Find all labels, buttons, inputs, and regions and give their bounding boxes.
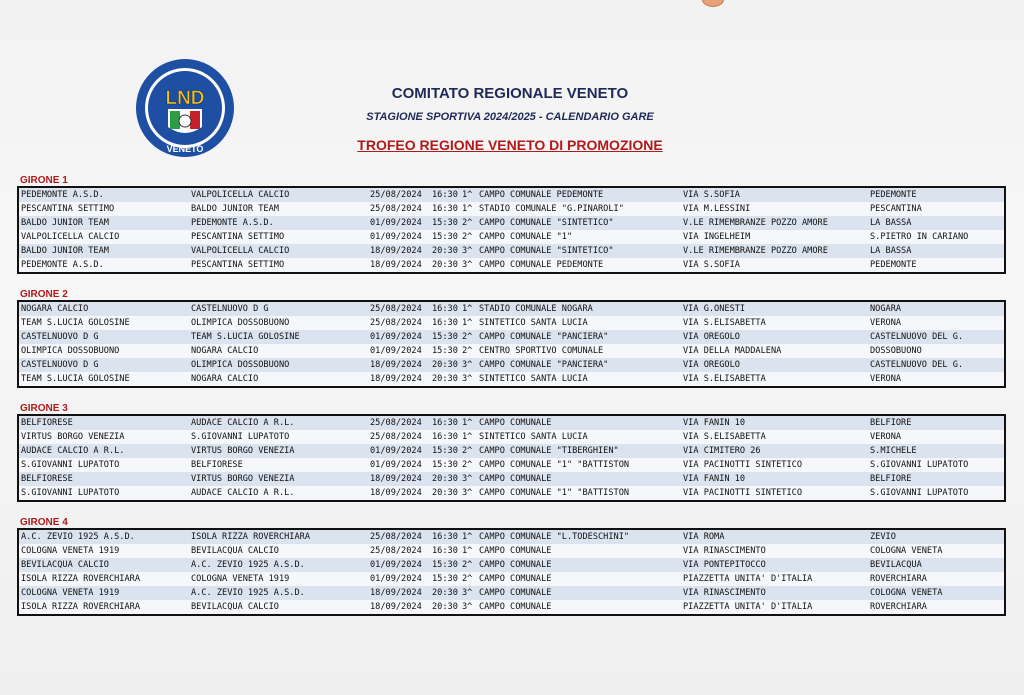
match-date: 18/09/2024 xyxy=(370,374,422,384)
match-time: 16:30 xyxy=(432,204,458,214)
match-date: 01/09/2024 xyxy=(370,446,422,456)
home-team: BALDO JUNIOR TEAM xyxy=(21,246,109,256)
match-row xyxy=(19,258,1004,272)
match-row xyxy=(19,586,1004,600)
match-round: 2^ xyxy=(462,574,473,584)
home-team: TEAM S.LUCIA GOLOSINE xyxy=(21,318,130,328)
address: VIA PACINOTTI SINTETICO xyxy=(683,460,802,470)
venue: CAMPO COMUNALE "PANCIERA" xyxy=(479,332,609,342)
match-round: 2^ xyxy=(462,232,473,242)
address: VIA S.ELISABETTA xyxy=(683,318,766,328)
home-team: S.GIOVANNI LUPATOTO xyxy=(21,460,120,470)
match-round: 1^ xyxy=(462,318,473,328)
venue: CAMPO COMUNALE xyxy=(479,546,552,556)
city: BEVILACQUA xyxy=(870,560,922,570)
away-team: VIRTUS BORGO VENEZIA xyxy=(191,474,295,484)
city: COLOGNA VENETA xyxy=(870,588,943,598)
home-team: COLOGNA VENETA 1919 xyxy=(21,546,120,556)
city: S.PIETRO IN CARIANO xyxy=(870,232,969,242)
city: ROVERCHIARA xyxy=(870,602,927,612)
match-date: 25/08/2024 xyxy=(370,432,422,442)
away-team: AUDACE CALCIO A R.L. xyxy=(191,488,295,498)
away-team: TEAM S.LUCIA GOLOSINE xyxy=(191,332,300,342)
city: VERONA xyxy=(870,374,902,384)
address: VIA OREGOLO xyxy=(683,332,740,342)
match-round: 3^ xyxy=(462,360,473,370)
away-team: NOGARA CALCIO xyxy=(191,346,259,356)
address: VIA RINASCIMENTO xyxy=(683,588,766,598)
match-time: 20:30 xyxy=(432,602,458,612)
away-team: COLOGNA VENETA 1919 xyxy=(191,574,290,584)
address: VIA RINASCIMENTO xyxy=(683,546,766,556)
match-time: 15:30 xyxy=(432,232,458,242)
venue: CAMPO COMUNALE xyxy=(479,574,552,584)
city: ROVERCHIARA xyxy=(870,574,927,584)
home-team: AUDACE CALCIO A R.L. xyxy=(21,446,125,456)
away-team: BEVILACQUA CALCIO xyxy=(191,602,279,612)
venue: CAMPO COMUNALE xyxy=(479,588,552,598)
away-team: BALDO JUNIOR TEAM xyxy=(191,204,279,214)
home-team: BELFIORESE xyxy=(21,418,73,428)
venue: STADIO COMUNALE NOGARA xyxy=(479,304,593,314)
match-date: 01/09/2024 xyxy=(370,560,422,570)
venue: SINTETICO SANTA LUCIA xyxy=(479,374,588,384)
match-round: 1^ xyxy=(462,304,473,314)
match-row xyxy=(19,486,1004,500)
match-row xyxy=(19,316,1004,330)
trophy-title: TROFEO REGIONE VENETO DI PROMOZIONE xyxy=(357,137,663,153)
home-team: OLIMPICA DOSSOBUONO xyxy=(21,346,120,356)
match-row xyxy=(19,202,1004,216)
match-time: 15:30 xyxy=(432,332,458,342)
match-date: 01/09/2024 xyxy=(370,218,422,228)
group-table xyxy=(17,528,1006,616)
match-row xyxy=(19,458,1004,472)
match-round: 1^ xyxy=(462,190,473,200)
match-time: 20:30 xyxy=(432,474,458,484)
match-round: 2^ xyxy=(462,346,473,356)
home-team: ISOLA RIZZA ROVERCHIARA xyxy=(21,574,140,584)
match-date: 25/08/2024 xyxy=(370,532,422,542)
match-round: 3^ xyxy=(462,374,473,384)
city: LA BASSA xyxy=(870,246,912,256)
city: ZEVIO xyxy=(870,532,896,542)
home-team: NOGARA CALCIO xyxy=(21,304,89,314)
city: PEDEMONTE xyxy=(870,260,917,270)
venue: CAMPO COMUNALE "SINTETICO" xyxy=(479,218,614,228)
match-round: 1^ xyxy=(462,546,473,556)
match-row xyxy=(19,330,1004,344)
match-time: 16:30 xyxy=(432,432,458,442)
address: PIAZZETTA UNITA' D'ITALIA xyxy=(683,602,813,612)
venue: CAMPO COMUNALE PEDEMONTE xyxy=(479,190,604,200)
address: V.LE RIMEMBRANZE POZZO AMORE xyxy=(683,246,828,256)
match-time: 15:30 xyxy=(432,446,458,456)
city: VERONA xyxy=(870,432,902,442)
match-round: 3^ xyxy=(462,488,473,498)
season-subtitle: STAGIONE SPORTIVA 2024/2025 - CALENDARIO GARE xyxy=(366,111,654,123)
away-team: ISOLA RIZZA ROVERCHIARA xyxy=(191,532,310,542)
match-time: 15:30 xyxy=(432,574,458,584)
match-time: 20:30 xyxy=(432,360,458,370)
address: VIA ROMA xyxy=(683,532,725,542)
match-time: 20:30 xyxy=(432,588,458,598)
address: VIA INGELHEIM xyxy=(683,232,751,242)
away-team: PESCANTINA SETTIMO xyxy=(191,260,285,270)
match-date: 01/09/2024 xyxy=(370,346,422,356)
match-row xyxy=(19,444,1004,458)
address: VIA FANIN 10 xyxy=(683,418,746,428)
match-row xyxy=(19,530,1004,544)
match-date: 18/09/2024 xyxy=(370,474,422,484)
city: BELFIORE xyxy=(870,418,912,428)
match-date: 25/08/2024 xyxy=(370,546,422,556)
city: PEDEMONTE xyxy=(870,190,917,200)
match-date: 01/09/2024 xyxy=(370,460,422,470)
match-time: 15:30 xyxy=(432,460,458,470)
venue: CAMPO COMUNALE "PANCIERA" xyxy=(479,360,609,370)
venue: CENTRO SPORTIVO COMUNALE xyxy=(479,346,604,356)
address: VIA S.ELISABETTA xyxy=(683,374,766,384)
match-round: 3^ xyxy=(462,246,473,256)
match-time: 20:30 xyxy=(432,246,458,256)
match-row xyxy=(19,600,1004,614)
venue: STADIO COMUNALE "G.PINAROLI" xyxy=(479,204,624,214)
address: VIA DELLA MADDALENA xyxy=(683,346,782,356)
match-round: 3^ xyxy=(462,602,473,612)
match-round: 1^ xyxy=(462,204,473,214)
logo-letters: LND xyxy=(165,88,205,109)
home-team: PEDEMONTE A.S.D. xyxy=(21,190,104,200)
match-date: 25/08/2024 xyxy=(370,190,422,200)
venue: CAMPO COMUNALE "1" xyxy=(479,232,573,242)
venue: CAMPO COMUNALE "TIBERGHIEN" xyxy=(479,446,619,456)
group-table xyxy=(17,186,1006,274)
match-time: 15:30 xyxy=(432,218,458,228)
city: PESCANTINA xyxy=(870,204,922,214)
match-date: 18/09/2024 xyxy=(370,260,422,270)
address: VIA PONTEPITOCCO xyxy=(683,560,766,570)
venue: CAMPO COMUNALE xyxy=(479,418,552,428)
away-team: VIRTUS BORGO VENEZIA xyxy=(191,446,295,456)
match-date: 18/09/2024 xyxy=(370,602,422,612)
city: S.GIOVANNI LUPATOTO xyxy=(870,488,969,498)
match-date: 25/08/2024 xyxy=(370,318,422,328)
match-row xyxy=(19,302,1004,316)
address: VIA FANIN 10 xyxy=(683,474,746,484)
match-time: 20:30 xyxy=(432,488,458,498)
home-team: ISOLA RIZZA ROVERCHIARA xyxy=(21,602,140,612)
group-title: GIRONE 4 xyxy=(20,517,68,528)
venue: CAMPO COMUNALE xyxy=(479,602,552,612)
city: COLOGNA VENETA xyxy=(870,546,943,556)
city: S.MICHELE xyxy=(870,446,917,456)
match-row xyxy=(19,472,1004,486)
city: BELFIORE xyxy=(870,474,912,484)
away-team: A.C. ZEVIO 1925 A.S.D. xyxy=(191,588,305,598)
home-team: VALPOLICELLA CALCIO xyxy=(21,232,120,242)
address: VIA OREGOLO xyxy=(683,360,740,370)
address: VIA G.ONESTI xyxy=(683,304,746,314)
match-row xyxy=(19,230,1004,244)
match-time: 16:30 xyxy=(432,532,458,542)
match-round: 2^ xyxy=(462,332,473,342)
match-round: 3^ xyxy=(462,588,473,598)
match-date: 25/08/2024 xyxy=(370,418,422,428)
venue: CAMPO COMUNALE "L.TODESCHINI" xyxy=(479,532,630,542)
home-team: BALDO JUNIOR TEAM xyxy=(21,218,109,228)
home-team: BEVILACQUA CALCIO xyxy=(21,560,109,570)
match-date: 18/09/2024 xyxy=(370,488,422,498)
city: LA BASSA xyxy=(870,218,912,228)
match-date: 18/09/2024 xyxy=(370,246,422,256)
match-row xyxy=(19,372,1004,386)
match-round: 2^ xyxy=(462,560,473,570)
address: VIA PACINOTTI SINTETICO xyxy=(683,488,802,498)
home-team: BELFIORESE xyxy=(21,474,73,484)
address: V.LE RIMEMBRANZE POZZO AMORE xyxy=(683,218,828,228)
home-team: CASTELNUOVO D G xyxy=(21,332,99,342)
away-team: OLIMPICA DOSSOBUONO xyxy=(191,360,290,370)
home-team: PEDEMONTE A.S.D. xyxy=(21,260,104,270)
home-team: S.GIOVANNI LUPATOTO xyxy=(21,488,120,498)
match-date: 25/08/2024 xyxy=(370,204,422,214)
away-team: VALPOLICELLA CALCIO xyxy=(191,190,290,200)
away-team: NOGARA CALCIO xyxy=(191,374,259,384)
address: VIA S.ELISABETTA xyxy=(683,432,766,442)
venue: CAMPO COMUNALE xyxy=(479,560,552,570)
venue: SINTETICO SANTA LUCIA xyxy=(479,318,588,328)
match-row xyxy=(19,244,1004,258)
venue: CAMPO COMUNALE PEDEMONTE xyxy=(479,260,604,270)
away-team: PEDEMONTE A.S.D. xyxy=(191,218,274,228)
committee-title: COMITATO REGIONALE VENETO xyxy=(391,85,629,102)
match-time: 16:30 xyxy=(432,418,458,428)
home-team: PESCANTINA SETTIMO xyxy=(21,204,115,214)
group-table xyxy=(17,414,1006,502)
home-team: VIRTUS BORGO VENEZIA xyxy=(21,432,125,442)
away-team: PESCANTINA SETTIMO xyxy=(191,232,285,242)
venue: SINTETICO SANTA LUCIA xyxy=(479,432,588,442)
away-team: BEVILACQUA CALCIO xyxy=(191,546,279,556)
logo-region: VENETO xyxy=(166,144,204,154)
group-title: GIRONE 3 xyxy=(20,403,68,414)
address: VIA S.SOFIA xyxy=(683,190,740,200)
home-team: CASTELNUOVO D G xyxy=(21,360,99,370)
match-time: 16:30 xyxy=(432,318,458,328)
away-team: OLIMPICA DOSSOBUONO xyxy=(191,318,290,328)
venue: CAMPO COMUNALE xyxy=(479,474,552,484)
match-row xyxy=(19,430,1004,444)
match-row xyxy=(19,216,1004,230)
home-team: COLOGNA VENETA 1919 xyxy=(21,588,120,598)
address: VIA S.SOFIA xyxy=(683,260,740,270)
city: NOGARA xyxy=(870,304,902,314)
match-round: 2^ xyxy=(462,460,473,470)
city: S.GIOVANNI LUPATOTO xyxy=(870,460,969,470)
match-date: 18/09/2024 xyxy=(370,360,422,370)
city: CASTELNUOVO DEL G. xyxy=(870,360,964,370)
away-team: A.C. ZEVIO 1925 A.S.D. xyxy=(191,560,305,570)
group-table xyxy=(17,300,1006,388)
match-time: 15:30 xyxy=(432,560,458,570)
match-round: 3^ xyxy=(462,474,473,484)
address: VIA M.LESSINI xyxy=(683,204,751,214)
match-time: 20:30 xyxy=(432,260,458,270)
match-row xyxy=(19,544,1004,558)
match-row xyxy=(19,416,1004,430)
lnd-logo xyxy=(134,57,236,159)
match-round: 2^ xyxy=(462,446,473,456)
match-time: 16:30 xyxy=(432,304,458,314)
home-team: TEAM S.LUCIA GOLOSINE xyxy=(21,374,130,384)
group-title: GIRONE 2 xyxy=(20,289,68,300)
match-date: 01/09/2024 xyxy=(370,232,422,242)
match-row xyxy=(19,572,1004,586)
city: DOSSOBUONO xyxy=(870,346,922,356)
away-team: S.GIOVANNI LUPATOTO xyxy=(191,432,290,442)
match-round: 3^ xyxy=(462,260,473,270)
match-time: 15:30 xyxy=(432,346,458,356)
group-title: GIRONE 1 xyxy=(20,175,68,186)
venue: CAMPO COMUNALE "1" "BATTISTON xyxy=(479,488,630,498)
match-date: 01/09/2024 xyxy=(370,332,422,342)
match-time: 16:30 xyxy=(432,546,458,556)
match-round: 2^ xyxy=(462,218,473,228)
home-team: A.C. ZEVIO 1925 A.S.D. xyxy=(21,532,135,542)
address: VIA CIMITERO 26 xyxy=(683,446,761,456)
venue: CAMPO COMUNALE "SINTETICO" xyxy=(479,246,614,256)
venue: CAMPO COMUNALE "1" "BATTISTON xyxy=(479,460,630,470)
match-row xyxy=(19,558,1004,572)
away-team: CASTELNUOVO D G xyxy=(191,304,269,314)
decorative-dot xyxy=(702,0,724,7)
match-time: 20:30 xyxy=(432,374,458,384)
match-round: 1^ xyxy=(462,532,473,542)
match-time: 16:30 xyxy=(432,190,458,200)
match-row xyxy=(19,188,1004,202)
match-row xyxy=(19,344,1004,358)
match-date: 25/08/2024 xyxy=(370,304,422,314)
address: PIAZZETTA UNITA' D'ITALIA xyxy=(683,574,813,584)
match-round: 1^ xyxy=(462,432,473,442)
match-row xyxy=(19,358,1004,372)
away-team: BELFIORESE xyxy=(191,460,243,470)
match-round: 1^ xyxy=(462,418,473,428)
match-date: 18/09/2024 xyxy=(370,588,422,598)
match-date: 01/09/2024 xyxy=(370,574,422,584)
away-team: VALPOLICELLA CALCIO xyxy=(191,246,290,256)
city: CASTELNUOVO DEL G. xyxy=(870,332,964,342)
city: VERONA xyxy=(870,318,902,328)
away-team: AUDACE CALCIO A R.L. xyxy=(191,418,295,428)
